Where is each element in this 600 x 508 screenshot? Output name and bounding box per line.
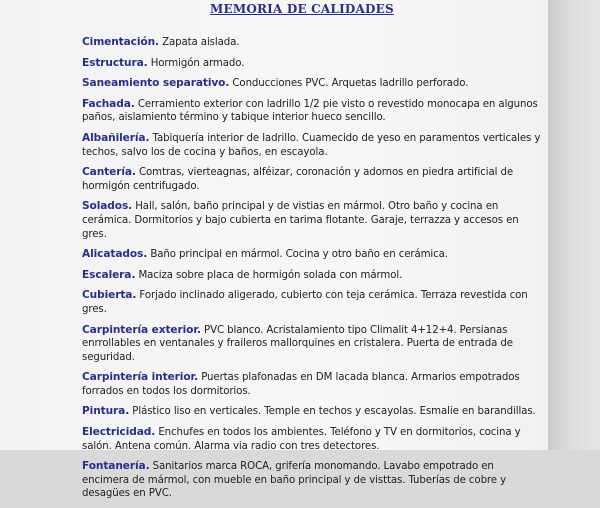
item-text: Hormigón armado. [150,57,245,69]
item-label: Electricidad. [82,426,156,439]
item-label: Escalera. [82,268,136,281]
item-text: Sanitarios marca ROCA, grifería monomando. Lavabo empotrado en encimera de mármol, con mueble en baño principal y de visttas. Tuberías de cobre y desagües en PVC. [82,461,507,500]
document-title: MEMORIA DE CALIDADES [210,2,394,16]
item-text: Zapata aislada. [162,37,240,48]
item-label: Solados. [82,200,133,213]
item-label: Alicatados. [82,248,148,261]
item-label: Pintura. [82,405,130,418]
item-label: Cantería. [82,166,136,179]
list-item [82,371,542,398]
quality-list [82,36,542,508]
item-label: Fontanería. [82,460,150,473]
list-item [82,269,542,283]
page-edge-shadow [548,0,600,450]
item-label: Fachada. [82,97,135,110]
item-text: Comtras, vierteagnas, alféizar, coronación y adornos en piedra artificial de hormigón centrifugado. [82,167,514,192]
item-text: Plástico liso en verticales. Temple en techos y escayolas. Esmalie en barandillas. [132,406,536,418]
list-item [82,248,542,262]
item-label: Saneamiento separativo. [82,77,230,90]
item-text: Hall, salón, baño principal y de vistias en mármol. Otro baño y cocina en cerámica. Dormitorios y bajo cubierta en tarima flotante. Garaje, terrazza y accesos en gres. [82,201,519,240]
item-label: Albañilería. [82,131,150,144]
list-item [82,405,542,419]
list-item [82,98,542,125]
list-item [82,460,542,501]
item-label: Carpintería exterior. [82,323,201,336]
item-label: Cubierta. [82,289,137,302]
list-item [82,289,542,316]
item-text: Cerramiento exterior con ladrillo 1/2 pie visto o revestido monocapa en algunos paños, aislamiento término y tabique interior hueco sencillo. [82,98,538,124]
item-text: Puertas plafonadas en DM lacada blanca. Armarios empotrados forrados en todos los dormitorios. [82,372,520,397]
list-item [82,57,542,71]
list-item [82,77,542,91]
list-item [82,132,542,159]
list-item [82,200,542,241]
item-label: Estructura. [82,56,148,69]
item-label: Cimentación. [82,36,159,48]
item-text: Enchufes en todos los ambientes. Teléfono y TV en dormitorios, cocina y salón. Antena común. Alarma via radio con tres detectores. [82,427,521,452]
item-text: Baño principal en mármol. Cocina y otro baño en cerámica. [150,249,448,261]
item-text: Conducciones PVC. Arquetas ladrillo perforado. [232,78,469,90]
list-item [82,324,542,365]
item-label: Carpintería interior. [82,371,199,384]
list-item [82,166,542,193]
item-text: Tabiquería interior de ladrillo. Cuamecido de yeso en paramentos verticales y techos, salvo los de cocina y baños, en escayola. [82,132,541,158]
item-text: PVC blanco. Acristalamiento tipo Climalit 4+12+4. Persianas enrrollables en ventanales y fraileros mallorquines en cristalera. Puerta de entrada de seguridad. [82,324,513,363]
list-item [82,426,542,453]
list-item [82,36,542,50]
item-text: Maciza sobre placa de hormigón solada con mármol. [138,269,403,281]
item-text: Forjado inclinado aligerado, cubierto con teja cerámica. Terraza revestida con gres. [82,290,528,315]
